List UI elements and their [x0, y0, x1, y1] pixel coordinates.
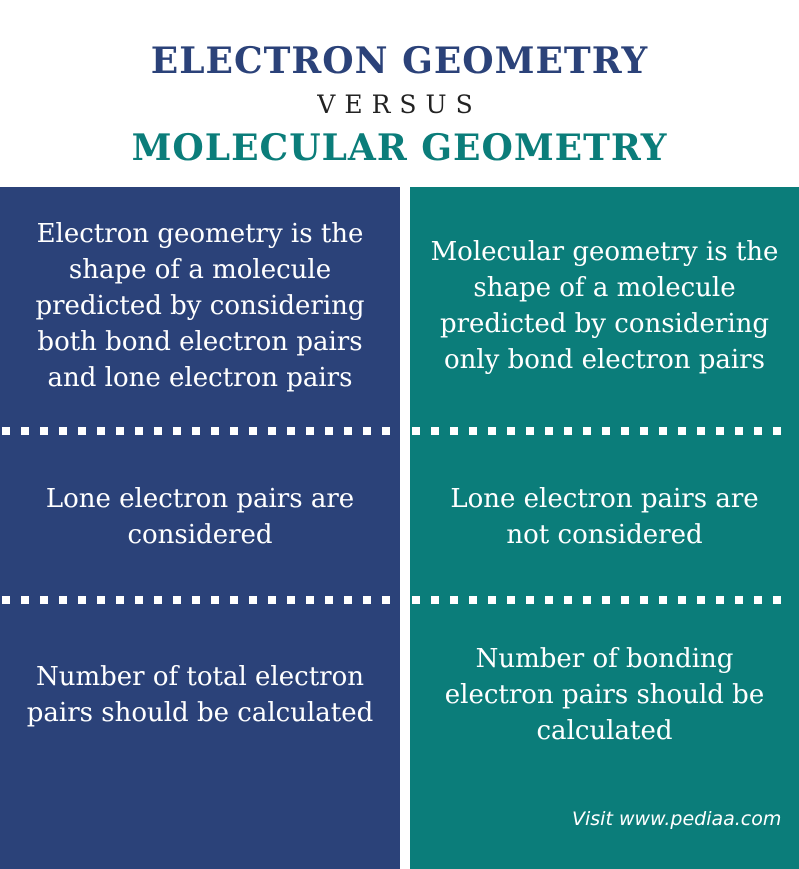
separator-dot [545, 427, 553, 435]
separator-dot [173, 427, 181, 435]
separator-dot [716, 596, 724, 604]
separator-dot [344, 596, 352, 604]
separator-dot [287, 427, 295, 435]
separator-dot [230, 427, 238, 435]
molecular-definition-cell: Molecular geometry is the shape of a molecule predicted by considering only bond electron pairs [430, 236, 779, 375]
separator-dot [230, 596, 238, 604]
separator-dot [192, 596, 200, 604]
separator-dot [78, 427, 86, 435]
separator-dot [211, 596, 219, 604]
separator-dot [154, 596, 162, 604]
separator-dot [678, 427, 686, 435]
separator-dot [135, 596, 143, 604]
electron-definition-cell: Electron geometry is the shape of a molecule predicted by considering both bond electron pairs and lone electron pairs [35, 218, 365, 393]
separator-dot [97, 596, 105, 604]
separator-dot [735, 596, 743, 604]
separator-dot [431, 427, 439, 435]
separator-dot [526, 427, 534, 435]
separator-dot [382, 596, 390, 604]
separator-dot [583, 596, 591, 604]
separator-dot [469, 596, 477, 604]
separator-dot [268, 427, 276, 435]
molecular-calculation-cell: Number of bonding electron pairs should be calculated [444, 643, 765, 746]
separator-dot [363, 596, 371, 604]
separator-dot [659, 596, 667, 604]
separator-dot [507, 596, 515, 604]
separator-dot [59, 427, 67, 435]
separator-dot [287, 596, 295, 604]
separator-dot [488, 427, 496, 435]
separator-dot [40, 596, 48, 604]
separator-dot [21, 427, 29, 435]
title-molecular-geometry: MOLECULAR GEOMETRY [131, 127, 668, 169]
separator-dot [211, 427, 219, 435]
separator-dot [450, 596, 458, 604]
title-electron-geometry: ELECTRON GEOMETRY [150, 40, 649, 82]
separator-dot [621, 427, 629, 435]
separator-dot [412, 596, 420, 604]
separator-dot [363, 427, 371, 435]
electron-geometry-column [0, 187, 400, 869]
molecular-lone-pairs-cell: Lone electron pairs are not considered [450, 484, 759, 550]
separator-dot [659, 427, 667, 435]
separator-dot [564, 596, 572, 604]
separator-dot [602, 596, 610, 604]
electron-calculation-cell: Number of total electron pairs should be calculated [26, 661, 374, 728]
separator-dot [116, 427, 124, 435]
dotted-separator [410, 427, 799, 435]
dotted-separator [0, 596, 400, 604]
separator-dot [2, 596, 10, 604]
separator-dot [488, 596, 496, 604]
source-credit: Visit www.pediaa.com [572, 808, 782, 830]
separator-dot [754, 596, 762, 604]
separator-dot [192, 427, 200, 435]
separator-dot [268, 596, 276, 604]
separator-dot [697, 596, 705, 604]
separator-dot [40, 427, 48, 435]
separator-dot [306, 427, 314, 435]
separator-dot [2, 427, 10, 435]
separator-dot [469, 427, 477, 435]
separator-dot [78, 596, 86, 604]
separator-dot [583, 427, 591, 435]
separator-dot [773, 427, 781, 435]
electron-lone-pairs-cell: Lone electron pairs are considered [45, 484, 355, 550]
separator-dot [249, 596, 257, 604]
separator-dot [754, 427, 762, 435]
separator-dot [59, 596, 67, 604]
separator-dot [325, 427, 333, 435]
separator-dot [97, 427, 105, 435]
separator-dot [135, 427, 143, 435]
separator-dot [545, 596, 553, 604]
separator-dot [431, 596, 439, 604]
separator-dot [640, 427, 648, 435]
separator-dot [640, 596, 648, 604]
separator-dot [325, 596, 333, 604]
separator-dot [344, 427, 352, 435]
separator-dot [526, 596, 534, 604]
separator-dot [382, 427, 390, 435]
separator-dot [602, 427, 610, 435]
separator-dot [507, 427, 515, 435]
dotted-separator [410, 596, 799, 604]
separator-dot [450, 427, 458, 435]
dotted-separator [0, 427, 400, 435]
separator-dot [412, 427, 420, 435]
separator-dot [249, 427, 257, 435]
separator-dot [154, 427, 162, 435]
separator-dot [21, 596, 29, 604]
separator-dot [773, 596, 781, 604]
molecular-geometry-column [410, 187, 799, 869]
header [0, 0, 799, 186]
separator-dot [716, 427, 724, 435]
separator-dot [173, 596, 181, 604]
separator-dot [564, 427, 572, 435]
separator-dot [116, 596, 124, 604]
separator-dot [697, 427, 705, 435]
separator-dot [306, 596, 314, 604]
versus-label: VERSUS [317, 90, 482, 119]
separator-dot [678, 596, 686, 604]
separator-dot [621, 596, 629, 604]
separator-dot [735, 427, 743, 435]
